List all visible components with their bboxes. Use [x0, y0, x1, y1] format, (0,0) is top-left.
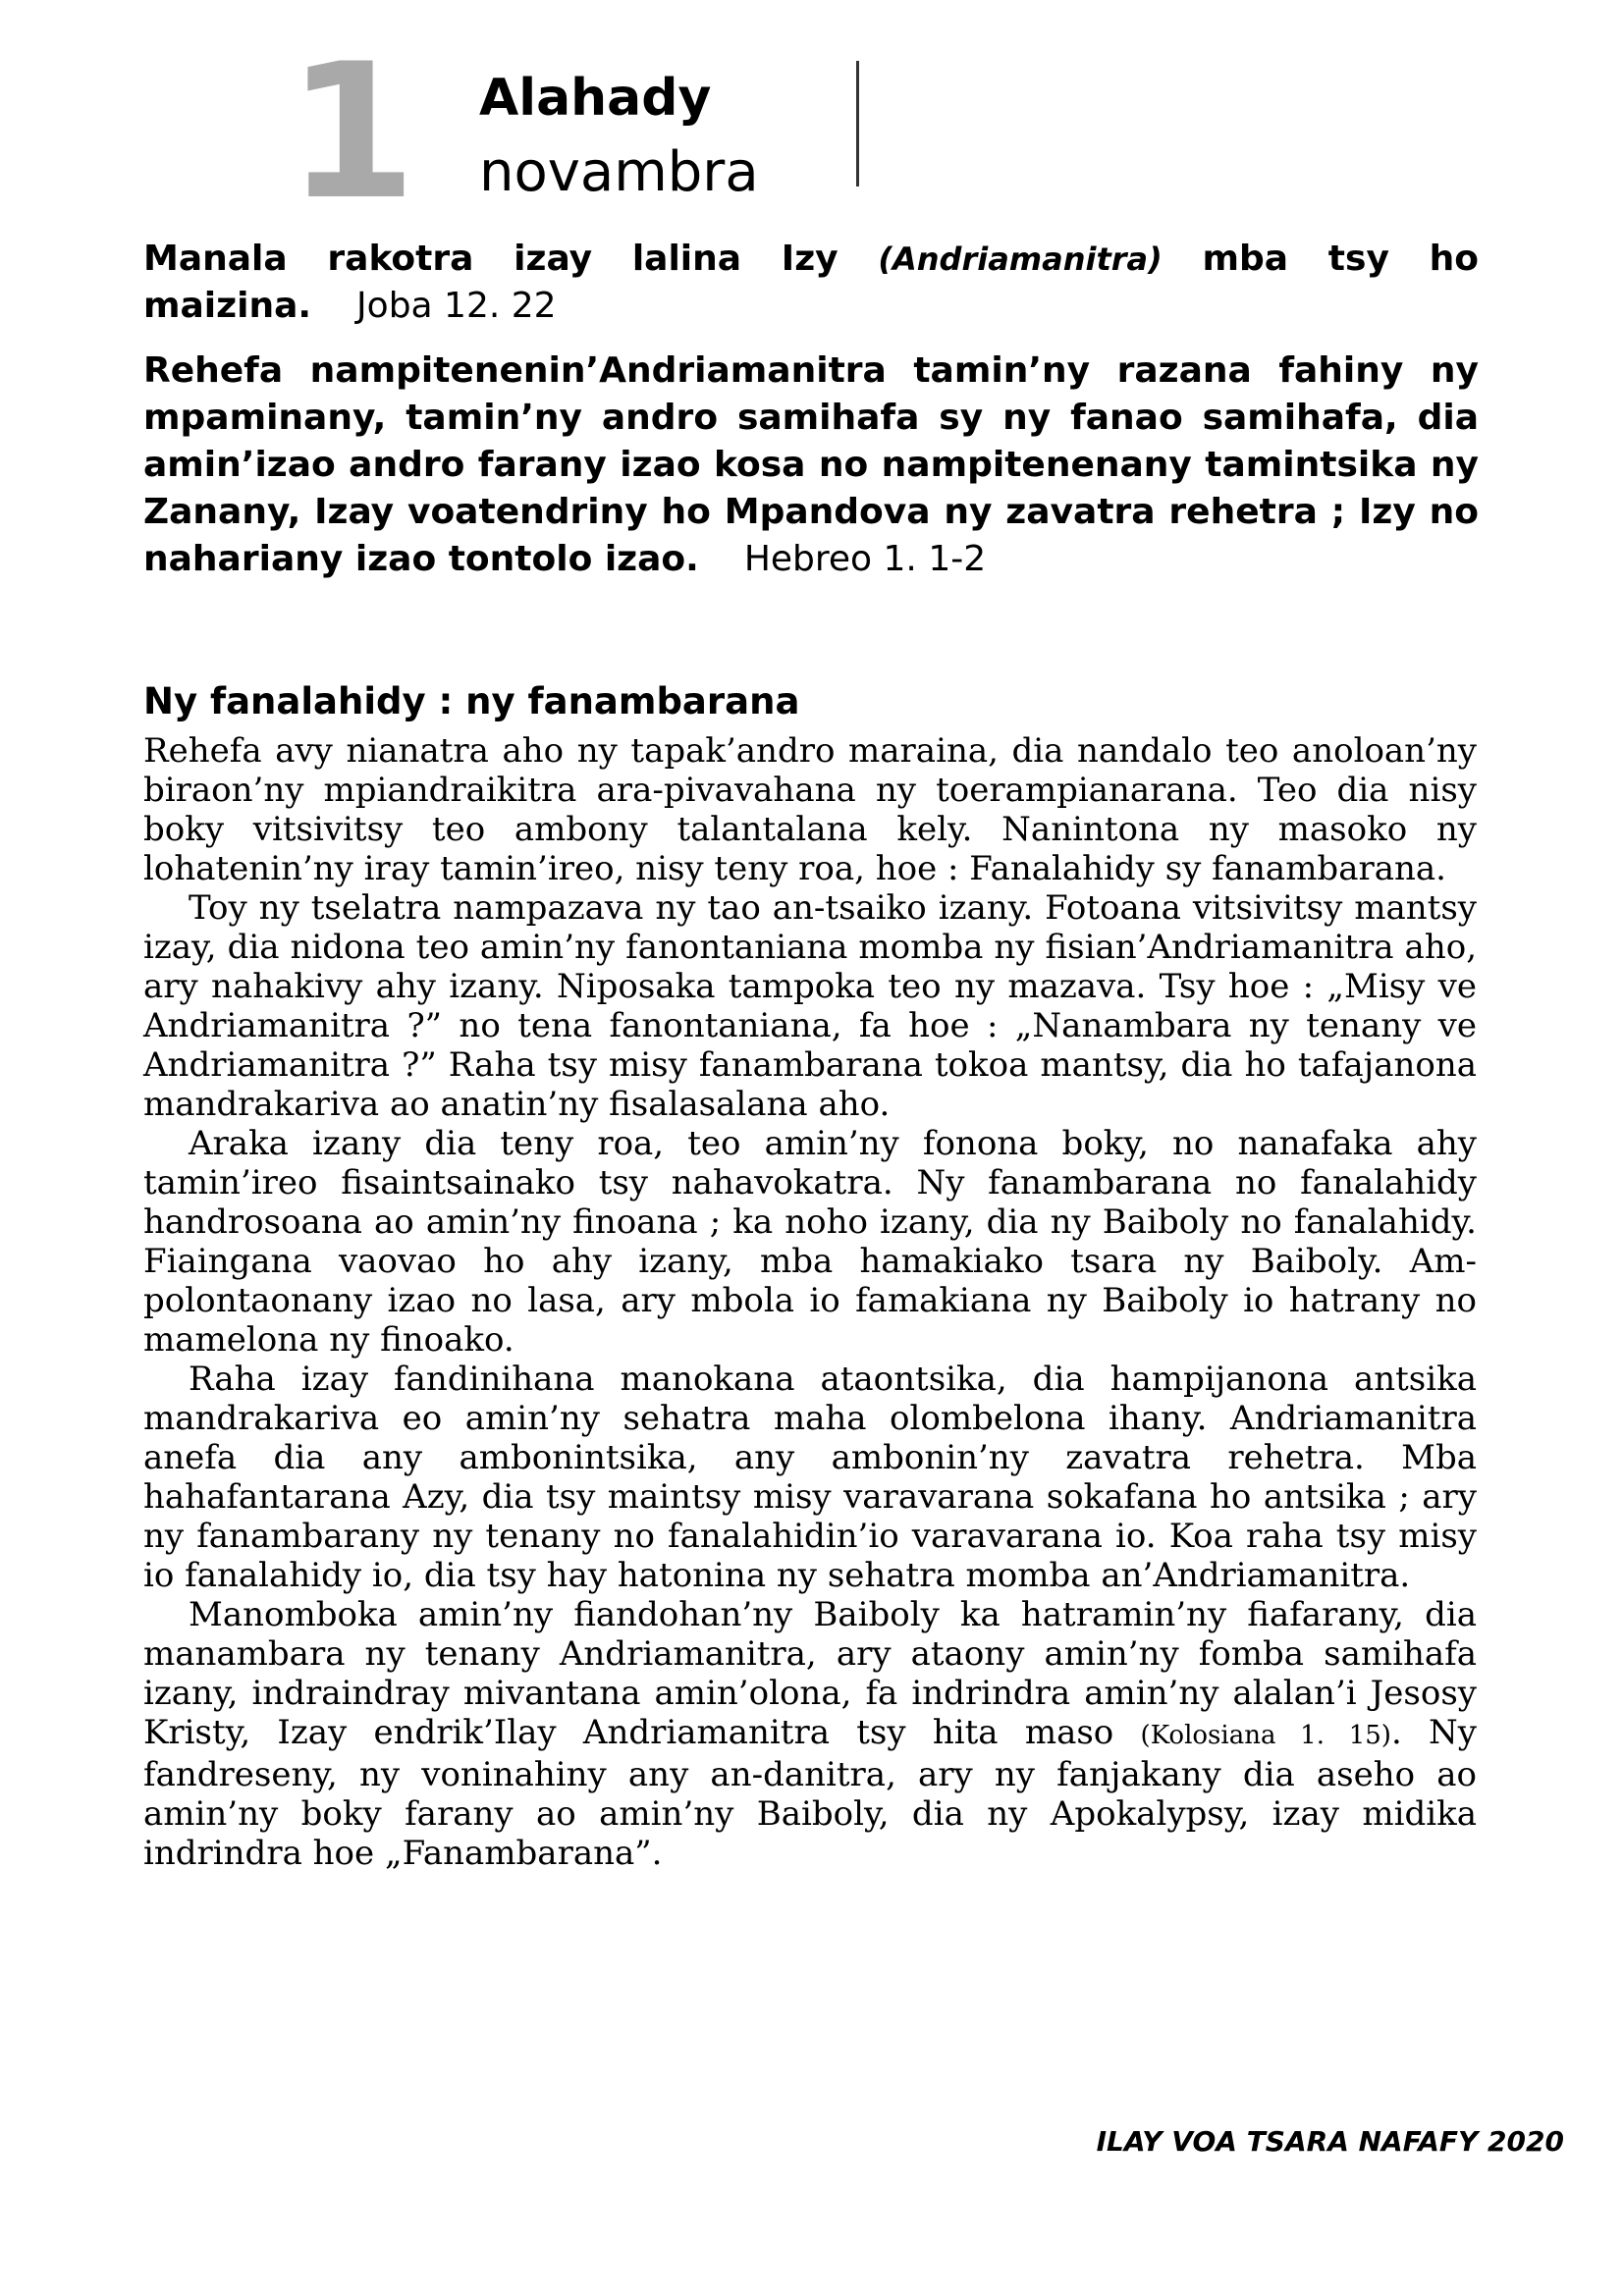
day-number: 1: [287, 24, 413, 240]
section-heading: Ny fanalahidy : ny fanambarana: [143, 680, 800, 722]
verse-2: [143, 347, 1479, 583]
paragraph-5-text-after: . Ny fandreseny, ny voninahiny any an-danitra, ary ny fanjakany dia aseho ao amin’ny boky farany ao amin’ny Baiboly, dia ny Apokalypsy, izay midika indrindra hoe „Fanambarana”.: [143, 1713, 1477, 1873]
verse-2-text: Rehefa nampitenenin’Andriamanitra tamin’ny razana fahiny ny mpaminany, tamin’ny andro samihafa sy ny fanao samihafa, dia amin’izao andro farany izao kosa no nampitenenany tamintsika ny Zanany, Izay voatendriny ho Mpandova ny zavatra rehetra ; Izy no nahariany izao tontolo izao.: [143, 350, 1479, 579]
verse-1-text-after: mba tsy ho maizina.: [143, 239, 1480, 326]
paragraph-5-reference: (Kolosiana 1. 15): [1140, 1721, 1391, 1750]
weekday-label: Alahady: [479, 69, 712, 128]
footer-publication: ILAY VOA TSARA NAFAFY 2020: [1096, 2125, 1564, 2158]
verse-2-reference: Hebreo 1. 1-2: [743, 539, 987, 579]
verse-1-highlight: (Andriamanitra): [878, 240, 1163, 278]
paragraph-2: Toy ny tselatra nampazava ny tao an-tsaiko izany. Fotoana vitsivitsy mantsy izay, dia nidona teo amin’ny fanontaniana momba ny fisian’Andriamanitra aho, ary nahakivy ahy izany. Niposaka tampoka teo ny mazava. Tsy hoe : „Misy ve Andriamanitra ?” no tena fanontaniana, fa hoe : „Nanambara ny tenany ve Andriamanitra ?” Raha tsy misy fanambarana tokoa mantsy, dia ho tafajanona mandrakariva ao anatin’ny fisalasalana aho.: [143, 888, 1477, 1124]
verse-1: [143, 236, 1479, 330]
paragraph-4: Raha izay fandinihana manokana ataontsika, dia hampijanona antsika mandrakariva eo amin’ny sehatra maha olombelona ihany. Andriamanitra anefa dia any ambonintsika, any ambonin’ny zavatra rehetra. Mba hahafantarana Azy, dia tsy maintsy misy varavarana sokafana ho antsika ; ary ny fanambarany ny tenany no fanalahidin’io varavarana io. Koa raha tsy misy io fanalahidy io, dia tsy hay hatonina ny sehatra momba an’Andriamanitra.: [143, 1360, 1477, 1595]
paragraph-5: [143, 1595, 1477, 1873]
bible-verses: [143, 236, 1479, 583]
body-text: [143, 731, 1477, 1873]
paragraph-1: Rehefa avy nianatra aho ny tapak’andro maraina, dia nandalo teo anoloan’ny biraon’ny mpiandraikitra ara-pivavahana ny toerampianarana. Teo dia nisy boky vitsivitsy teo ambony talantalana kely. Nanintona ny masoko ny lohatenin’ny iray tamin’ireo, nisy teny roa, hoe : Fanalahidy sy fanambarana.: [143, 731, 1477, 888]
verse-1-text-before: Manala rakotra izay lalina Izy: [143, 239, 879, 279]
verse-1-reference: Joba 12. 22: [356, 286, 557, 326]
month-label: novambra: [479, 140, 759, 204]
paragraph-5-text-before: Manomboka amin’ny fiandohan’ny Baiboly ka hatramin’ny fiafarany, dia manambara ny tenany Andriamanitra, ary ataony amin’ny fomba samihafa izany, indraindray mivantana amin’olona, fa indrindra amin’ny alalan’i Jesosy Kristy, Izay endrik’Ilay Andriamanitra tsy hita maso: [143, 1595, 1477, 1752]
header-divider: [856, 61, 859, 187]
paragraph-3: Araka izany dia teny roa, teo amin’ny fonona boky, no nanafaka ahy tamin’ireo fisaintsainako tsy nahavokatra. Ny fanambarana no fanalahidy handrosoana ao amin’ny finoana ; ka noho izany, dia ny Baiboly no fanalahidy. Fiaingana vaovao ho ahy izany, mba hamakiako tsara ny Baiboly. Am-polontaonany izao no lasa, ary mbola io famakiana ny Baiboly io hatrany no mamelona ny finoako.: [143, 1124, 1477, 1360]
